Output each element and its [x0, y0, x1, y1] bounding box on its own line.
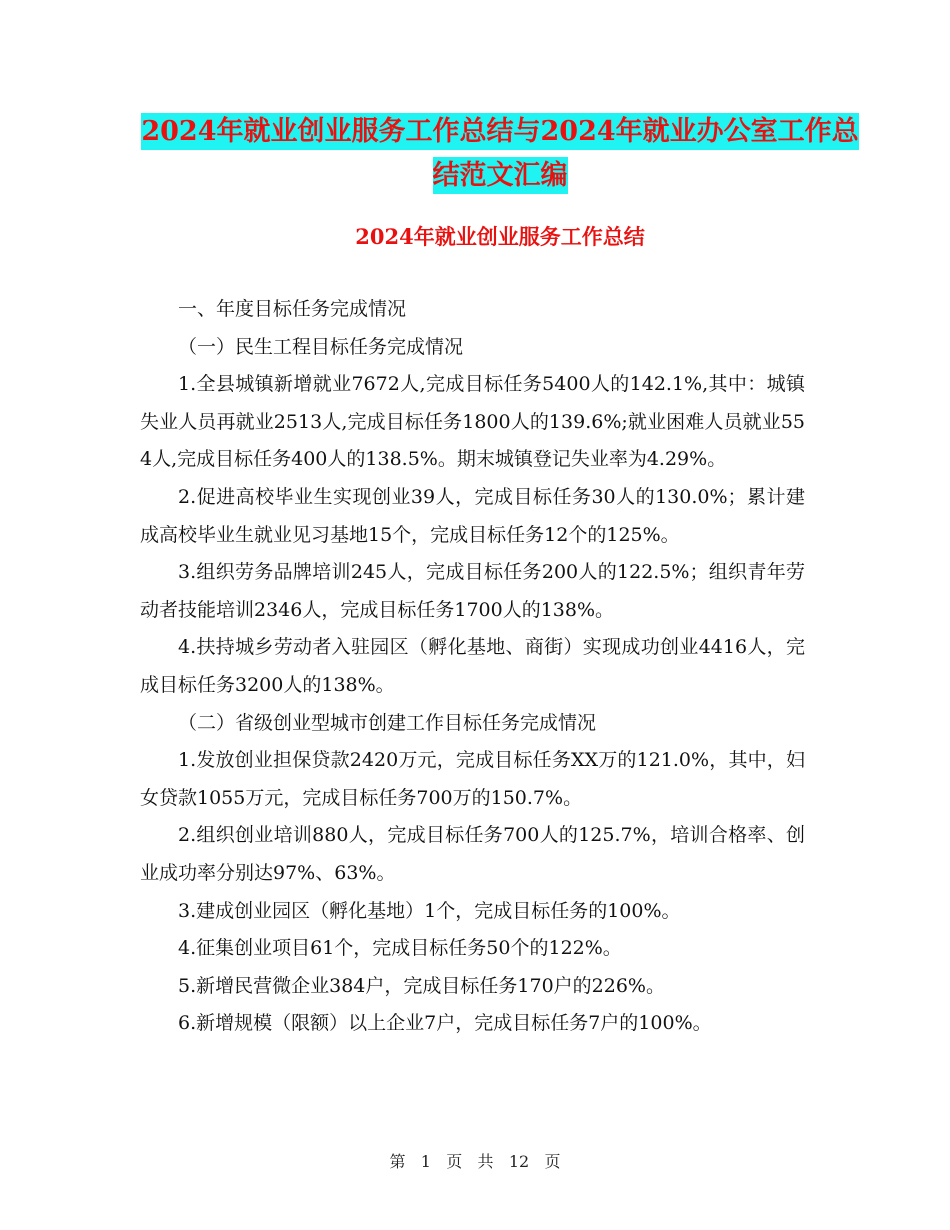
- paragraph-item: 6.新增规模（限额）以上企业7户，完成目标任务7户的100%。: [178, 1012, 712, 1035]
- document-title-text: 2024年就业创业服务工作总结与2024年就业办公室工作总结范文汇编: [141, 113, 858, 194]
- paragraph-item: 2.促进高校毕业生实现创业39人，完成目标任务30人的130.0%；累计建成高校毕业生就业见习基地15个，完成目标任务12个的125%。: [140, 485, 805, 546]
- footer-label-ye2: 页: [544, 1152, 561, 1171]
- paragraph-item: 4.征集创业项目61个，完成目标任务50个的122%。: [178, 937, 622, 960]
- paragraph-item: 1.全县城镇新增就业7672人,完成目标任务5400人的142.1%,其中：城镇失业人员再就业2513人,完成目标任务1800人的139.6%;就业困难人员就业554人,完成目标任务400人的138.5%。期末城镇登记失业率为4.29%。: [140, 373, 805, 471]
- paragraph-item: 3.组织劳务品牌培训245人，完成目标任务200人的122.5%；组织青年劳动者技能培训2346人，完成目标任务1700人的138%。: [140, 561, 805, 621]
- footer-label-ye: 页: [446, 1152, 463, 1171]
- heading-annual-targets: 一、年度目标任务完成情况: [178, 298, 407, 320]
- paragraph-item: 2.组织创业培训880人，完成目标任务700人的125.7%，培训合格率、创业成功率分别达97%、63%。: [140, 824, 805, 884]
- subheading-livelihood-projects: （一）民生工程目标任务完成情况: [178, 335, 464, 358]
- section-title: 2024年就业创业服务工作总结: [355, 224, 645, 249]
- footer-label-total: 共: [477, 1152, 494, 1171]
- paragraph-item: 5.新增民营微企业384户，完成目标任务170户的226%。: [178, 974, 665, 997]
- document-body: [140, 291, 805, 1043]
- footer-label-page: 第: [389, 1152, 406, 1171]
- paragraph-item: 4.扶持城乡劳动者入驻园区（孵化基地、商街）实现成功创业4416人，完成目标任务3200人的138%。: [140, 636, 805, 696]
- paragraph-item: 3.建成创业园区（孵化基地）1个，完成目标任务的100%。: [178, 899, 681, 922]
- page-footer: [0, 1150, 950, 1174]
- subheading-entrepreneurial-city: （二）省级创业型城市创建工作目标任务完成情况: [178, 711, 597, 734]
- footer-total-pages: 12: [508, 1152, 530, 1171]
- footer-current-page: 1: [420, 1152, 431, 1171]
- document-title: [140, 110, 860, 198]
- paragraph-item: 1.发放创业担保贷款2420万元，完成目标任务XX万的121.0%，其中，妇女贷款1055万元，完成目标任务700万的150.7%。: [140, 749, 805, 809]
